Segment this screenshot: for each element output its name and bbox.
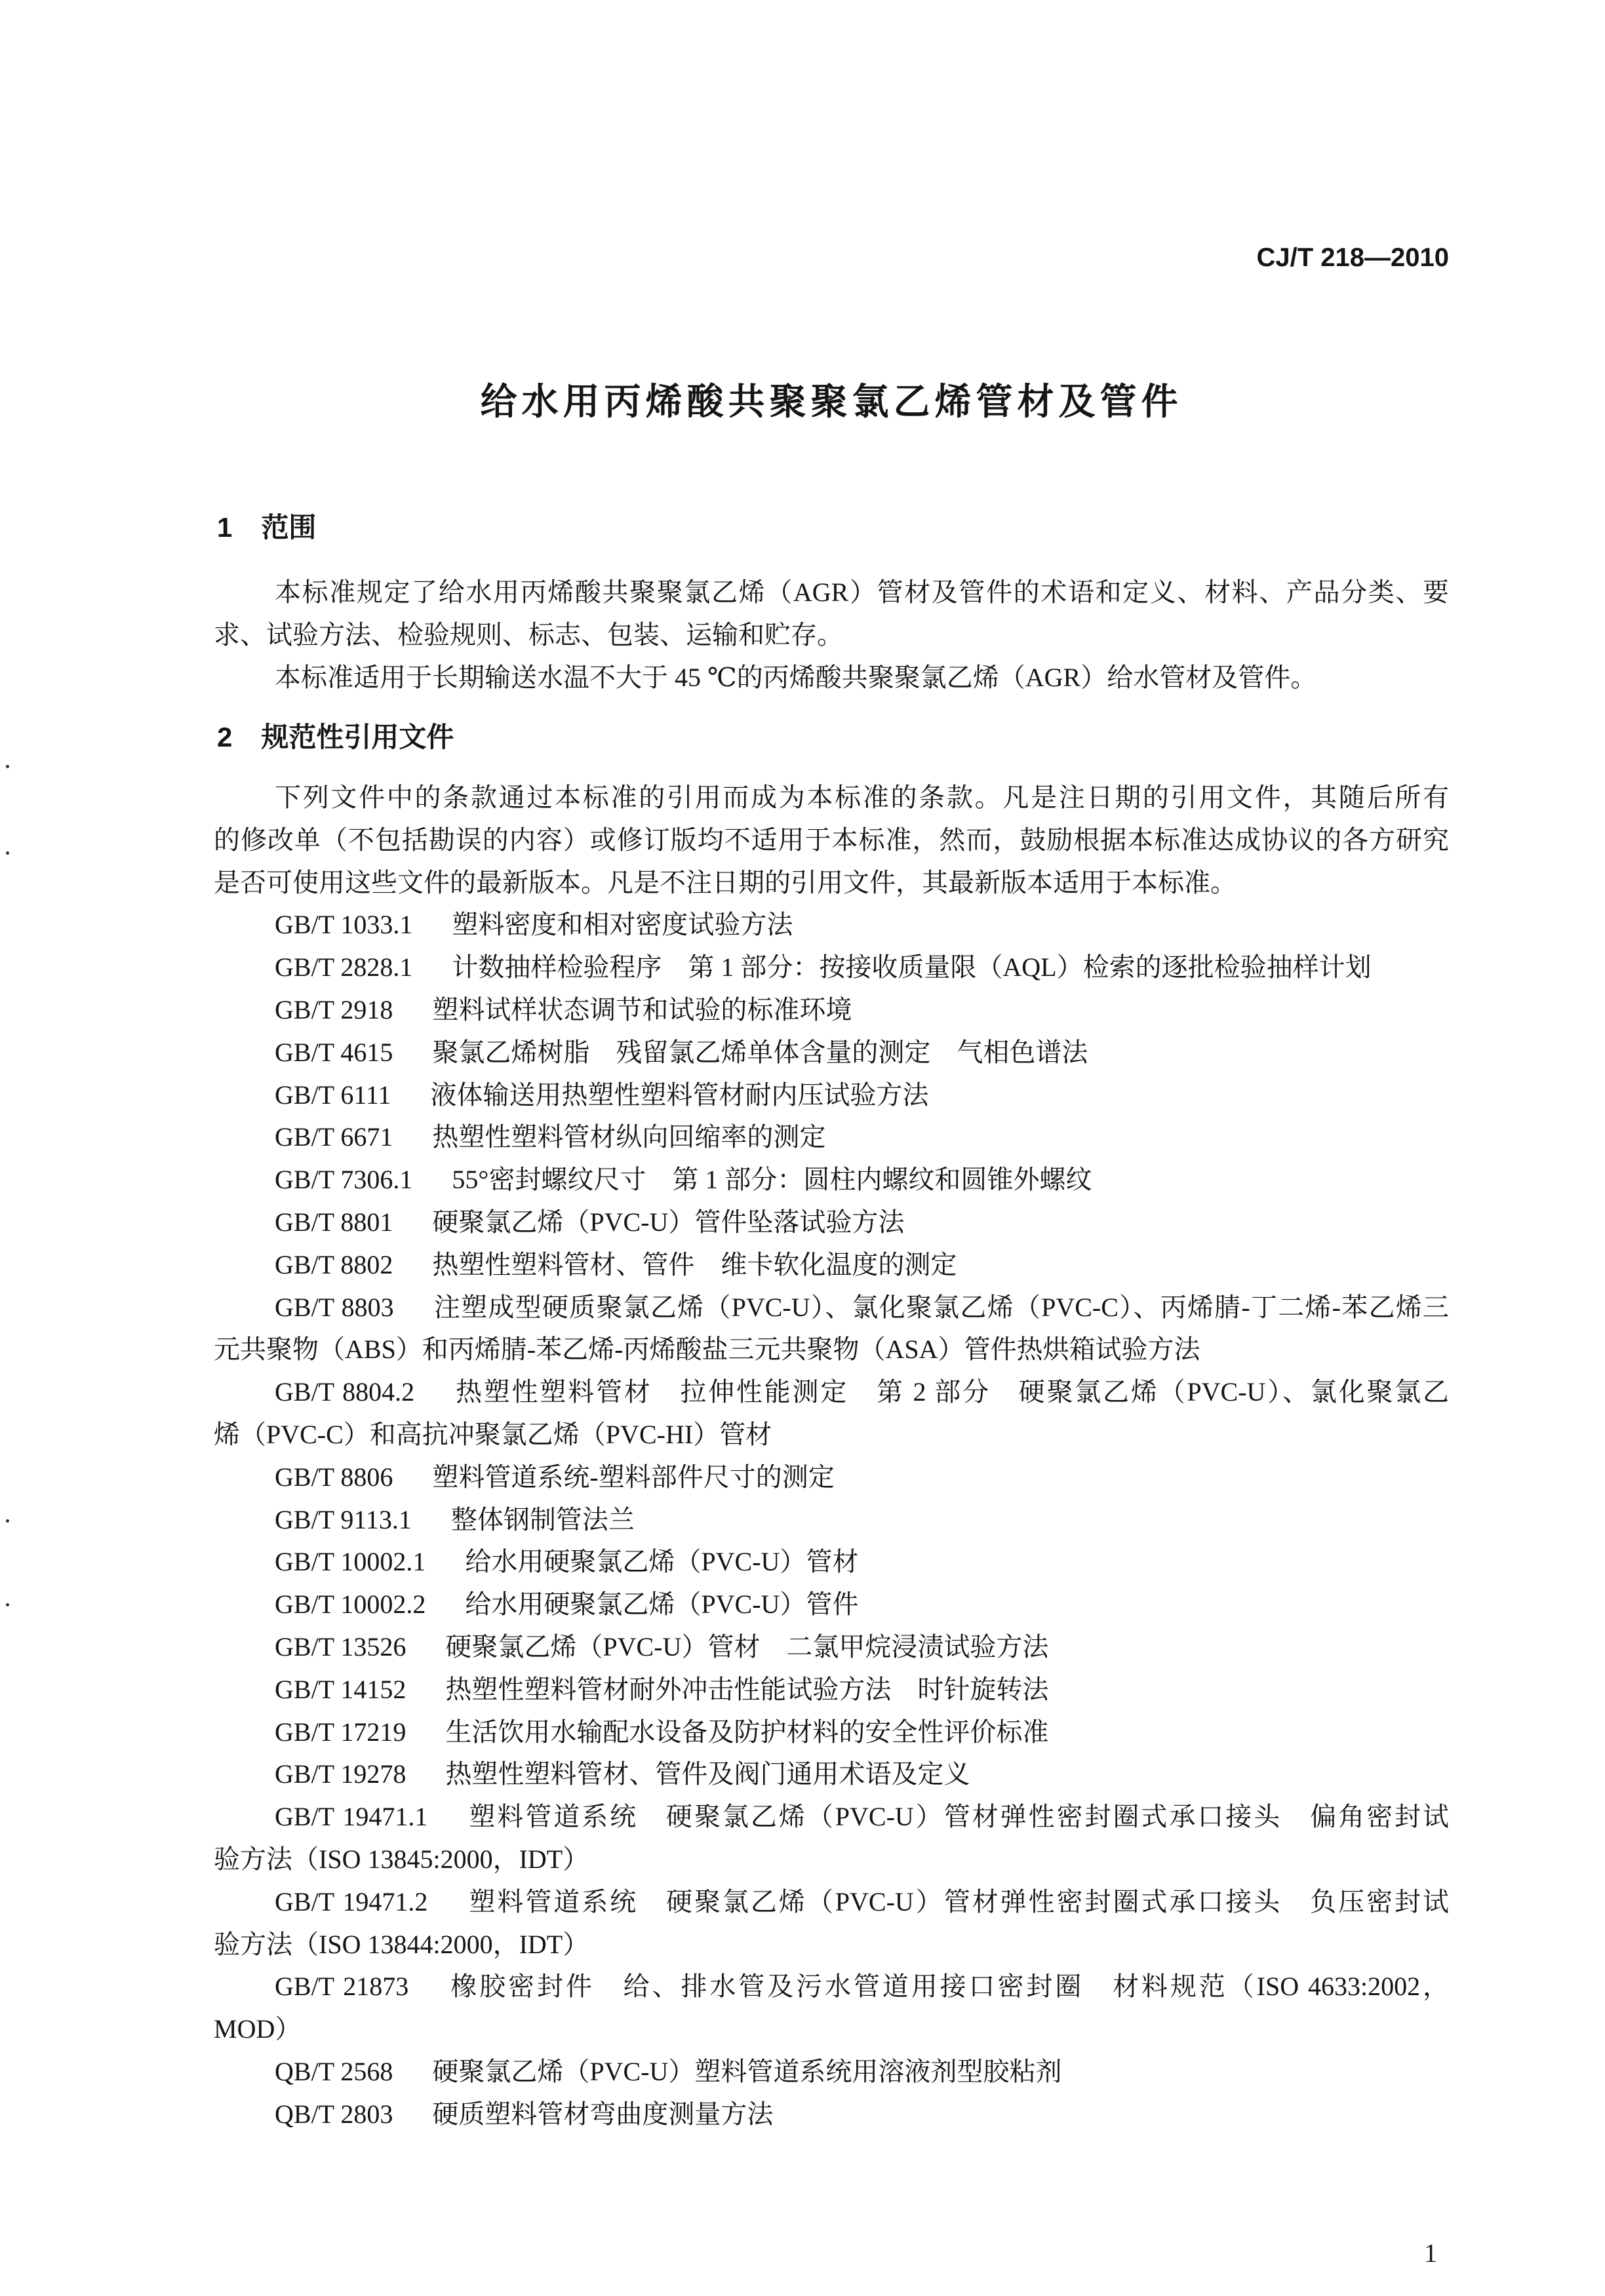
scan-mark [6, 765, 9, 768]
reference-title: 橡胶密封件 给、排水管及污水管道用接口密封圈 材料规范（ISO 4633:2002， [448, 1972, 1450, 2002]
reference-code: GB/T 14152 [275, 1674, 406, 1704]
reference-code: GB/T 8801 [275, 1207, 393, 1237]
reference-item [214, 1159, 1449, 1201]
reference-code: GB/T 8802 [275, 1249, 393, 1279]
reference-item [214, 904, 1449, 946]
reference-item [214, 1499, 1449, 1542]
reference-title: 热塑性塑料管材 拉伸性能测定 第 2 部分 硬聚氯乙烯（PVC-U）、氯化聚氯乙 [454, 1377, 1449, 1407]
paragraph-line: 求、试验方法、检验规则、标志、包装、运输和贮存。 [214, 619, 843, 650]
standard-code-header: CJ/T 218—2010 [1256, 243, 1449, 272]
reference-title: 给水用硬聚氯乙烯（PVC-U）管件 [465, 1589, 859, 1620]
reference-code: GB/T 2918 [275, 994, 393, 1024]
reference-code: GB/T 17219 [275, 1717, 406, 1747]
reference-code: GB/T 8803 [275, 1292, 394, 1322]
reference-item [214, 1753, 1449, 1796]
paragraph-line: 是否可使用这些文件的最新版本。凡是不注日期的引用文件，其最新版本适用于本标准。 [214, 867, 1237, 897]
reference-code: QB/T 2803 [275, 2099, 393, 2129]
reference-code: GB/T 4615 [275, 1037, 393, 1067]
reference-title: 热塑性塑料管材、管件及阀门通用术语及定义 [445, 1759, 970, 1789]
reference-title: 整体钢制管法兰 [450, 1504, 635, 1534]
reference-title-continued: 验方法（ISO 13844:2000，IDT） [214, 1929, 589, 1959]
reference-item [214, 1244, 1449, 1287]
reference-title: 硬聚氯乙烯（PVC-U）管件坠落试验方法 [432, 1207, 905, 1237]
reference-title: 塑料密度和相对密度试验方法 [452, 910, 793, 940]
section-heading-scope [214, 507, 1449, 549]
paragraph-line: 下列文件中的条款通过本标准的引用而成为本标准的条款。凡是注日期的引用文件，其随后所有 [275, 783, 1449, 812]
reference-title: 聚氯乙烯树脂 残留氯乙烯单体含量的测定 气相色谱法 [432, 1037, 1088, 1067]
reference-item [214, 1032, 1449, 1074]
reference-title: 55°密封螺纹尺寸 第 1 部分：圆柱内螺纹和圆锥外螺纹 [452, 1165, 1092, 1195]
reference-title: 计数抽样检验程序 第 1 部分：按接收质量限（AQL）检索的逐批检验抽样计划 [452, 952, 1372, 983]
reference-title: 注塑成型硬质聚氯乙烯（PVC-U）、氯化聚氯乙烯（PVC-C）、丙烯腈-丁二烯-苯乙烯三 [433, 1292, 1449, 1322]
reference-item [214, 1796, 1449, 1881]
document-title: 给水用丙烯酸共聚聚氯乙烯管材及管件 [480, 381, 1183, 422]
reference-code: GB/T 6111 [275, 1080, 391, 1110]
paragraph-line: 本标准规定了给水用丙烯酸共聚聚氯乙烯（AGR）管材及管件的术语和定义、材料、产品分类、要 [275, 577, 1449, 607]
reference-title: 硬聚氯乙烯（PVC-U）管材 二氯甲烷浸渍试验方法 [445, 1631, 1049, 1662]
scan-mark [6, 851, 9, 855]
section-body-scope [214, 572, 1449, 699]
reference-title: 硬质塑料管材弯曲度测量方法 [432, 2099, 774, 2129]
reference-item [214, 1711, 1449, 1754]
section-body-normative-references [214, 777, 1449, 2136]
reference-code: GB/T 19278 [275, 1759, 406, 1789]
reference-item [214, 1541, 1449, 1584]
section-title: 范围 [261, 512, 317, 543]
reference-item [214, 1456, 1449, 1499]
reference-title: 生活饮用水输配水设备及防护材料的安全性评价标准 [445, 1717, 1049, 1747]
paragraph [214, 777, 1449, 904]
reference-list [214, 904, 1449, 2135]
reference-code: GB/T 2828.1 [275, 952, 413, 983]
reference-item [214, 946, 1449, 989]
reference-item [214, 989, 1449, 1032]
reference-code: GB/T 1033.1 [275, 910, 413, 940]
reference-code: GB/T 6671 [275, 1122, 393, 1152]
reference-item [214, 1626, 1449, 1669]
reference-code: QB/T 2568 [275, 2056, 393, 2086]
section-number: 1 [217, 512, 233, 543]
section-title: 规范性引用文件 [261, 722, 454, 752]
reference-item [214, 1116, 1449, 1159]
section-number: 2 [217, 722, 233, 752]
reference-title: 液体输送用热塑性塑料管材耐内压试验方法 [430, 1080, 929, 1110]
reference-item [214, 1201, 1449, 1244]
reference-code: GB/T 13526 [275, 1631, 406, 1662]
reference-item [214, 1669, 1449, 1711]
section-heading-normative-references [214, 716, 1449, 759]
reference-title: 塑料管道系统 硬聚氯乙烯（PVC-U）管材弹性密封圈式承口接头 偏角密封试 [467, 1802, 1449, 1832]
reference-code: GB/T 8804.2 [275, 1377, 415, 1407]
reference-item [214, 1371, 1449, 1456]
reference-item [214, 1287, 1449, 1372]
reference-item [214, 1074, 1449, 1117]
reference-title-continued: 验方法（ISO 13845:2000，IDT） [214, 1844, 589, 1874]
reference-code: GB/T 8806 [275, 1462, 393, 1492]
reference-code: GB/T 21873 [275, 1972, 409, 2002]
paragraph [214, 657, 1449, 699]
reference-title-continued: MOD） [214, 2014, 302, 2044]
paragraph-line: 本标准适用于长期输送水温不大于 45 ℃的丙烯酸共聚聚氯乙烯（AGR）给水管材及管件。 [275, 662, 1317, 692]
reference-title: 硬聚氯乙烯（PVC-U）塑料管道系统用溶液剂型胶粘剂 [432, 2056, 1062, 2086]
scan-mark [6, 1603, 9, 1606]
reference-title: 热塑性塑料管材、管件 维卡软化温度的测定 [432, 1249, 957, 1279]
reference-title: 塑料管道系统-塑料部件尺寸的测定 [432, 1462, 835, 1492]
reference-code: GB/T 10002.2 [275, 1589, 426, 1620]
scan-mark [6, 1519, 9, 1523]
reference-item [214, 1881, 1449, 1966]
reference-item [214, 1966, 1449, 2051]
reference-title-continued: 烯（PVC-C）和高抗冲聚氯乙烯（PVC-HI）管材 [214, 1419, 772, 1449]
reference-title: 热塑性塑料管材纵向回缩率的测定 [432, 1122, 826, 1152]
reference-code: GB/T 7306.1 [275, 1165, 413, 1195]
reference-code: GB/T 19471.1 [275, 1802, 428, 1832]
reference-item [214, 1584, 1449, 1626]
reference-item [214, 2051, 1449, 2093]
reference-title: 塑料试样状态调节和试验的标准环境 [432, 994, 852, 1024]
reference-code: GB/T 10002.1 [275, 1547, 426, 1577]
paragraph-line: 的修改单（不包括勘误的内容）或修订版均不适用于本标准，然而，鼓励根据本标准达成协议的各方研究 [214, 825, 1449, 855]
paragraph [214, 572, 1449, 657]
reference-code: GB/T 9113.1 [275, 1504, 412, 1534]
reference-title: 热塑性塑料管材耐外冲击性能试验方法 时针旋转法 [445, 1674, 1049, 1704]
reference-item [214, 2093, 1449, 2136]
reference-title: 给水用硬聚氯乙烯（PVC-U）管材 [465, 1547, 859, 1577]
reference-code: GB/T 19471.2 [275, 1886, 428, 1917]
reference-title-continued: 元共聚物（ABS）和丙烯腈-苯乙烯-丙烯酸盐三元共聚物（ASA）管件热烘箱试验方法 [214, 1334, 1200, 1365]
page-number: 1 [1424, 2238, 1437, 2268]
reference-title: 塑料管道系统 硬聚氯乙烯（PVC-U）管材弹性密封圈式承口接头 负压密封试 [467, 1886, 1449, 1917]
